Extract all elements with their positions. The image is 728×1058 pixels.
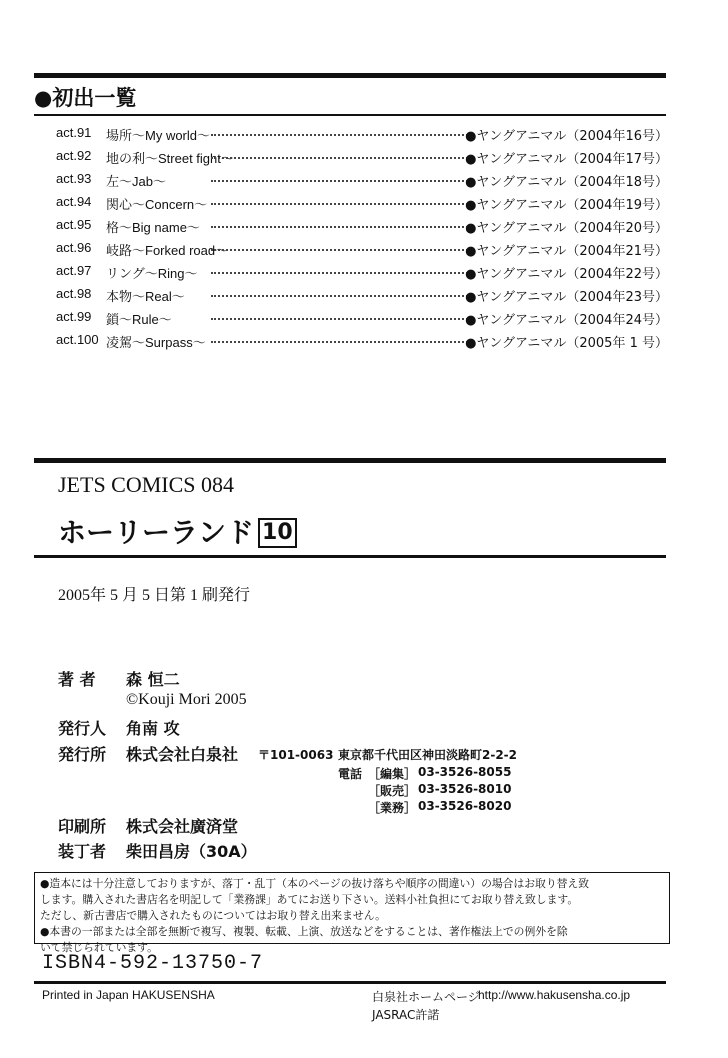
act-number: act.93 <box>56 171 92 186</box>
notice-line: します。購入された書店名を明記して「業務課」あてにお送り下さい。送料小社負担にてお取り替え致します。 <box>40 893 579 906</box>
publisher-name: 株式会社白泉社 <box>126 745 239 764</box>
act-source: ●ヤングアニマル（2005年 1 号） <box>465 336 668 351</box>
colophon-top-rule <box>34 458 666 463</box>
act-number: act.98 <box>56 286 92 301</box>
act-source: ●ヤングアニマル（2004年21号） <box>465 244 668 259</box>
homepage-label: 白泉社ホームページ <box>372 990 480 1004</box>
leader-dots <box>211 272 472 274</box>
leader-dots <box>211 318 472 320</box>
act-number: act.97 <box>56 263 92 278</box>
author-name: 森 恒二 <box>126 670 180 689</box>
first-appearance-title: ●初出一覧 <box>34 86 137 110</box>
notice-line: いて禁じられています。 <box>40 941 158 954</box>
act-source: ●ヤングアニマル（2004年17号） <box>465 152 668 167</box>
list-item <box>56 191 668 214</box>
title-underline <box>34 114 666 116</box>
author-label: 著 者 <box>58 670 96 689</box>
leader-dots <box>211 157 472 159</box>
act-source: ●ヤングアニマル（2004年20号） <box>465 221 668 236</box>
phone-number: 03-3526-8055 <box>418 765 512 779</box>
phone-label: 電話 <box>338 767 363 781</box>
book-title <box>58 511 297 551</box>
act-title: 地の利〜Street fight〜 <box>106 151 234 166</box>
series-name: JETS COMICS 084 <box>58 472 235 497</box>
list-item <box>56 283 668 306</box>
act-number: act.91 <box>56 125 92 140</box>
footer-rule <box>34 981 666 984</box>
list-item <box>56 260 668 283</box>
isbn: ISBN4-592-13750-7 <box>42 952 264 975</box>
leader-dots <box>211 180 472 182</box>
act-source: ●ヤングアニマル（2004年18号） <box>465 175 668 190</box>
phone-number: 03-3526-8020 <box>418 799 512 813</box>
act-source: ●ヤングアニマル（2004年16号） <box>465 129 668 144</box>
act-number: act.99 <box>56 309 92 324</box>
phone-dept: ［業務］ <box>368 801 417 815</box>
act-number: act.100 <box>56 332 99 347</box>
act-number: act.94 <box>56 194 92 209</box>
volume-number: 10 <box>258 518 297 548</box>
act-title: リング〜Ring〜 <box>106 266 198 281</box>
printer-label: 印刷所 <box>58 817 107 836</box>
list-item <box>56 306 668 329</box>
leader-dots <box>211 226 472 228</box>
notice-line: ●本書の一部または全部を無断で複写、複製、転載、上演、放送などをすることは、著作権法上での例外を除 <box>40 925 568 938</box>
act-title: 本物〜Real〜 <box>106 289 185 304</box>
act-title: 岐路〜Forked road〜 <box>106 243 229 258</box>
act-number: act.95 <box>56 217 92 232</box>
act-number: act.96 <box>56 240 92 255</box>
phone-number: 03-3526-8010 <box>418 782 512 796</box>
designer-label: 装丁者 <box>58 842 107 861</box>
copyright: ©Kouji Mori 2005 <box>126 691 247 708</box>
publisher-person-label: 発行人 <box>58 719 107 738</box>
act-title: 場所〜My world〜 <box>106 128 211 143</box>
act-number: act.92 <box>56 148 92 163</box>
notice-line: ただし、新古書店で購入されたものについてはお取り替え出来ません。 <box>40 909 386 922</box>
list-item <box>56 168 668 191</box>
top-rule <box>34 73 666 78</box>
homepage-url: http://www.hakusensha.co.jp <box>478 988 631 1002</box>
list-item <box>56 329 668 352</box>
phone-dept: ［編集］ <box>368 767 417 781</box>
address: 東京都千代田区神田淡路町2-2-2 <box>338 748 518 762</box>
act-title: 左〜Jab〜 <box>106 174 166 189</box>
publication-date: 2005年 5 月 5 日第 1 刷発行 <box>58 587 251 604</box>
postal-code: 〒101-0063 <box>258 748 334 762</box>
act-title: 鎖〜Rule〜 <box>106 312 172 327</box>
list-item <box>56 237 668 260</box>
list-item <box>56 214 668 237</box>
list-item <box>56 122 668 145</box>
leader-dots <box>211 295 472 297</box>
act-title: 格〜Big name〜 <box>106 220 200 235</box>
notice-box <box>34 872 670 954</box>
act-source: ●ヤングアニマル（2004年24号） <box>465 313 668 328</box>
list-item <box>56 145 668 168</box>
printer-name: 株式会社廣済堂 <box>126 817 239 836</box>
act-title: 関心〜Concern〜 <box>106 197 208 212</box>
title-rule <box>34 555 666 558</box>
act-source: ●ヤングアニマル（2004年23号） <box>465 290 668 305</box>
publisher-person: 角南 攻 <box>126 719 180 738</box>
book-title-text: ホーリーランド <box>58 516 255 549</box>
leader-dots <box>211 341 472 343</box>
notice-line: ●造本には十分注意しておりますが、落丁・乱丁（本のページの抜け落ちや順序の間違い）の場合はお取り替え致 <box>40 877 590 890</box>
leader-dots <box>211 249 472 251</box>
phone-dept: ［販売］ <box>368 784 417 798</box>
printed-in: Printed in Japan HAKUSENSHA <box>42 988 215 1002</box>
leader-dots <box>211 134 472 136</box>
act-source: ●ヤングアニマル（2004年19号） <box>465 198 668 213</box>
act-source: ●ヤングアニマル（2004年22号） <box>465 267 668 282</box>
designer-name: 柴田昌房（30A） <box>126 842 257 861</box>
leader-dots <box>211 203 472 205</box>
act-title: 凌駕〜Surpass〜 <box>106 335 206 350</box>
publisher-label: 発行所 <box>58 745 107 764</box>
jasrac-license: JASRAC許諾 <box>372 1008 440 1022</box>
